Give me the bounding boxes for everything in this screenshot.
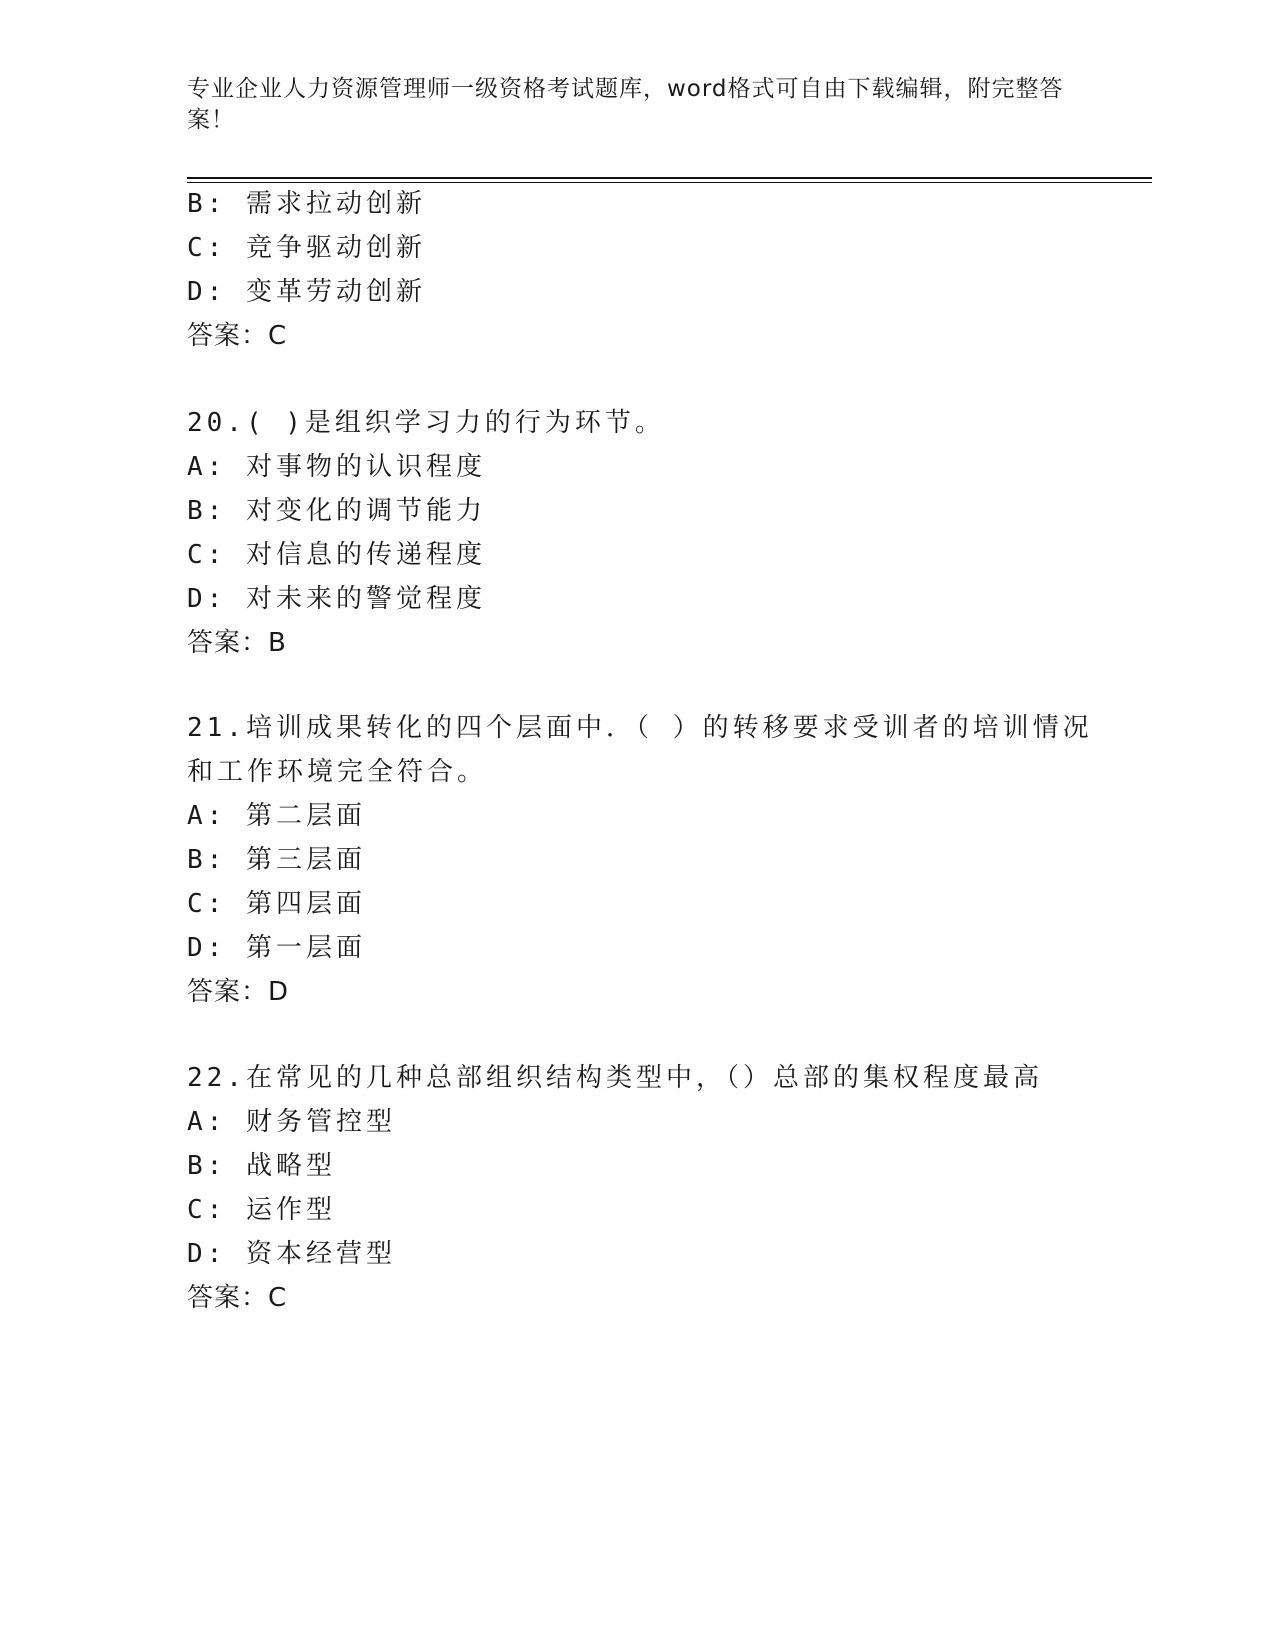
q21-stem-line2: 和工作环境完全符合。 bbox=[187, 757, 488, 787]
q22-answer: 答案：C bbox=[187, 1283, 288, 1313]
q20-option-b: B: 对变化的调节能力 bbox=[187, 496, 486, 526]
q19-option-d: D: 变革劳动创新 bbox=[187, 277, 426, 307]
q19-answer: 答案：C bbox=[187, 321, 288, 351]
q21-answer: 答案：D bbox=[187, 977, 290, 1007]
header-divider-thick bbox=[187, 177, 1152, 179]
q20-option-a: A: 对事物的认识程度 bbox=[187, 452, 486, 482]
q19-option-b: B: 需求拉动创新 bbox=[187, 189, 426, 219]
q21-stem-line1: 21.培训成果转化的四个层面中．（ ）的转移要求受训者的培训情况 bbox=[187, 713, 1093, 743]
q21-option-b: B: 第三层面 bbox=[187, 845, 366, 875]
q20-answer: 答案：B bbox=[187, 628, 287, 658]
q21-option-c: C: 第四层面 bbox=[187, 889, 366, 919]
document-header: 专业企业人力资源管理师一级资格考试题库，word格式可自由下载编辑，附完整答案！ bbox=[187, 76, 1064, 133]
q20-option-c: C: 对信息的传递程度 bbox=[187, 540, 486, 570]
q22-option-d: D: 资本经营型 bbox=[187, 1239, 396, 1269]
q21-option-d: D: 第一层面 bbox=[187, 933, 366, 963]
q22-stem: 22.在常见的几种总部组织结构类型中，（）总部的集权程度最高 bbox=[187, 1063, 1043, 1093]
q22-option-a: A: 财务管控型 bbox=[187, 1107, 396, 1137]
q20-option-d: D: 对未来的警觉程度 bbox=[187, 584, 486, 614]
q19-option-c: C: 竞争驱动创新 bbox=[187, 233, 426, 263]
q22-option-b: B: 战略型 bbox=[187, 1151, 336, 1181]
header-divider-thin bbox=[187, 182, 1152, 183]
q22-option-c: C: 运作型 bbox=[187, 1195, 336, 1225]
q20-stem: 20.( )是组织学习力的行为环节。 bbox=[187, 408, 665, 438]
q21-option-a: A: 第二层面 bbox=[187, 801, 366, 831]
